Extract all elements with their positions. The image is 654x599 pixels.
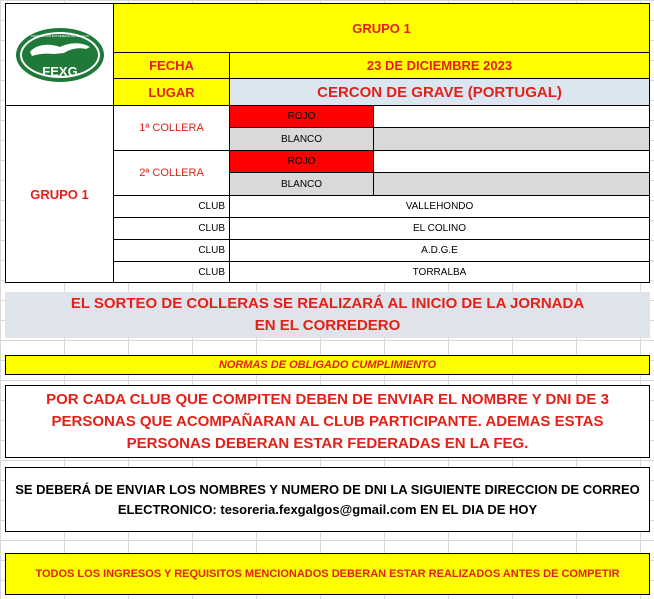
collera-2-rojo-value[interactable] (373, 150, 650, 173)
email-message: SE DEBERÁ DE ENVIAR LOS NOMBRES Y NUMERO DE DNI LA SIGUIENTE DIRECCION DE CORREO ELECTRONICO: tesoreria.fexgalgos@gmail.com EN EL DIA DE HOY (5, 467, 650, 532)
grupo-title: GRUPO 1 (113, 3, 650, 53)
lugar-label: LUGAR (113, 78, 230, 106)
club-message: POR CADA CLUB QUE COMPITEN DEBEN DE ENVIAR EL NOMBRE Y DNI DE 3 PERSONAS QUE ACOMPAÑARAN AL CLUB PARTICIPANTE. ADEMAS ESTAS PERSONAS DEBERAN ESTAR FEDERADAS EN LA FEG. (5, 385, 650, 458)
collera-1-rojo-value[interactable] (373, 105, 650, 128)
club-2-name: EL COLINO (229, 217, 650, 240)
club-3-name: A.D.G.E (229, 239, 650, 262)
collera-2-label: 2ª COLLERA (113, 150, 230, 196)
collera-1-rojo: ROJO (229, 105, 374, 128)
club-3-label: CLUB (113, 239, 230, 262)
collera-1-blanco: BLANCO (229, 127, 374, 151)
normas-banner: NORMAS DE OBLIGADO CUMPLIMIENTO (5, 355, 650, 375)
collera-2-rojo: ROJO (229, 150, 374, 173)
collera-1-label: 1ª COLLERA (113, 105, 230, 151)
collera-1-blanco-value[interactable] (373, 127, 650, 151)
collera-2-blanco-value[interactable] (373, 172, 650, 196)
lugar-value: CERCON DE GRAVE (PORTUGAL) (229, 78, 650, 106)
club-4-name: TORRALBA (229, 261, 650, 283)
club-1-name: VALLEHONDO (229, 195, 650, 218)
logo-ring-text: FEDERACION EXTREMEÑA DE GALGOS (30, 33, 89, 38)
group-label: GRUPO 1 (5, 105, 114, 283)
club-2-label: CLUB (113, 217, 230, 240)
fecha-value: 23 DE DICIEMBRE 2023 (229, 52, 650, 79)
logo-text: FEXG (41, 63, 78, 79)
fecha-label: FECHA (113, 52, 230, 79)
club-1-label: CLUB (113, 195, 230, 218)
club-4-label: CLUB (113, 261, 230, 283)
final-message: TODOS LOS INGRESOS Y REQUISITOS MENCIONADOS DEBERAN ESTAR REALIZADOS ANTES DE COMPETIR (5, 553, 650, 595)
sorteo-notice: EL SORTEO DE COLLERAS SE REALIZARÁ AL INICIO DE LA JORNADA EN EL CORREDERO (5, 292, 650, 338)
logo-cell (5, 3, 114, 106)
fexg-logo-icon (14, 25, 106, 85)
collera-2-blanco: BLANCO (229, 172, 374, 196)
